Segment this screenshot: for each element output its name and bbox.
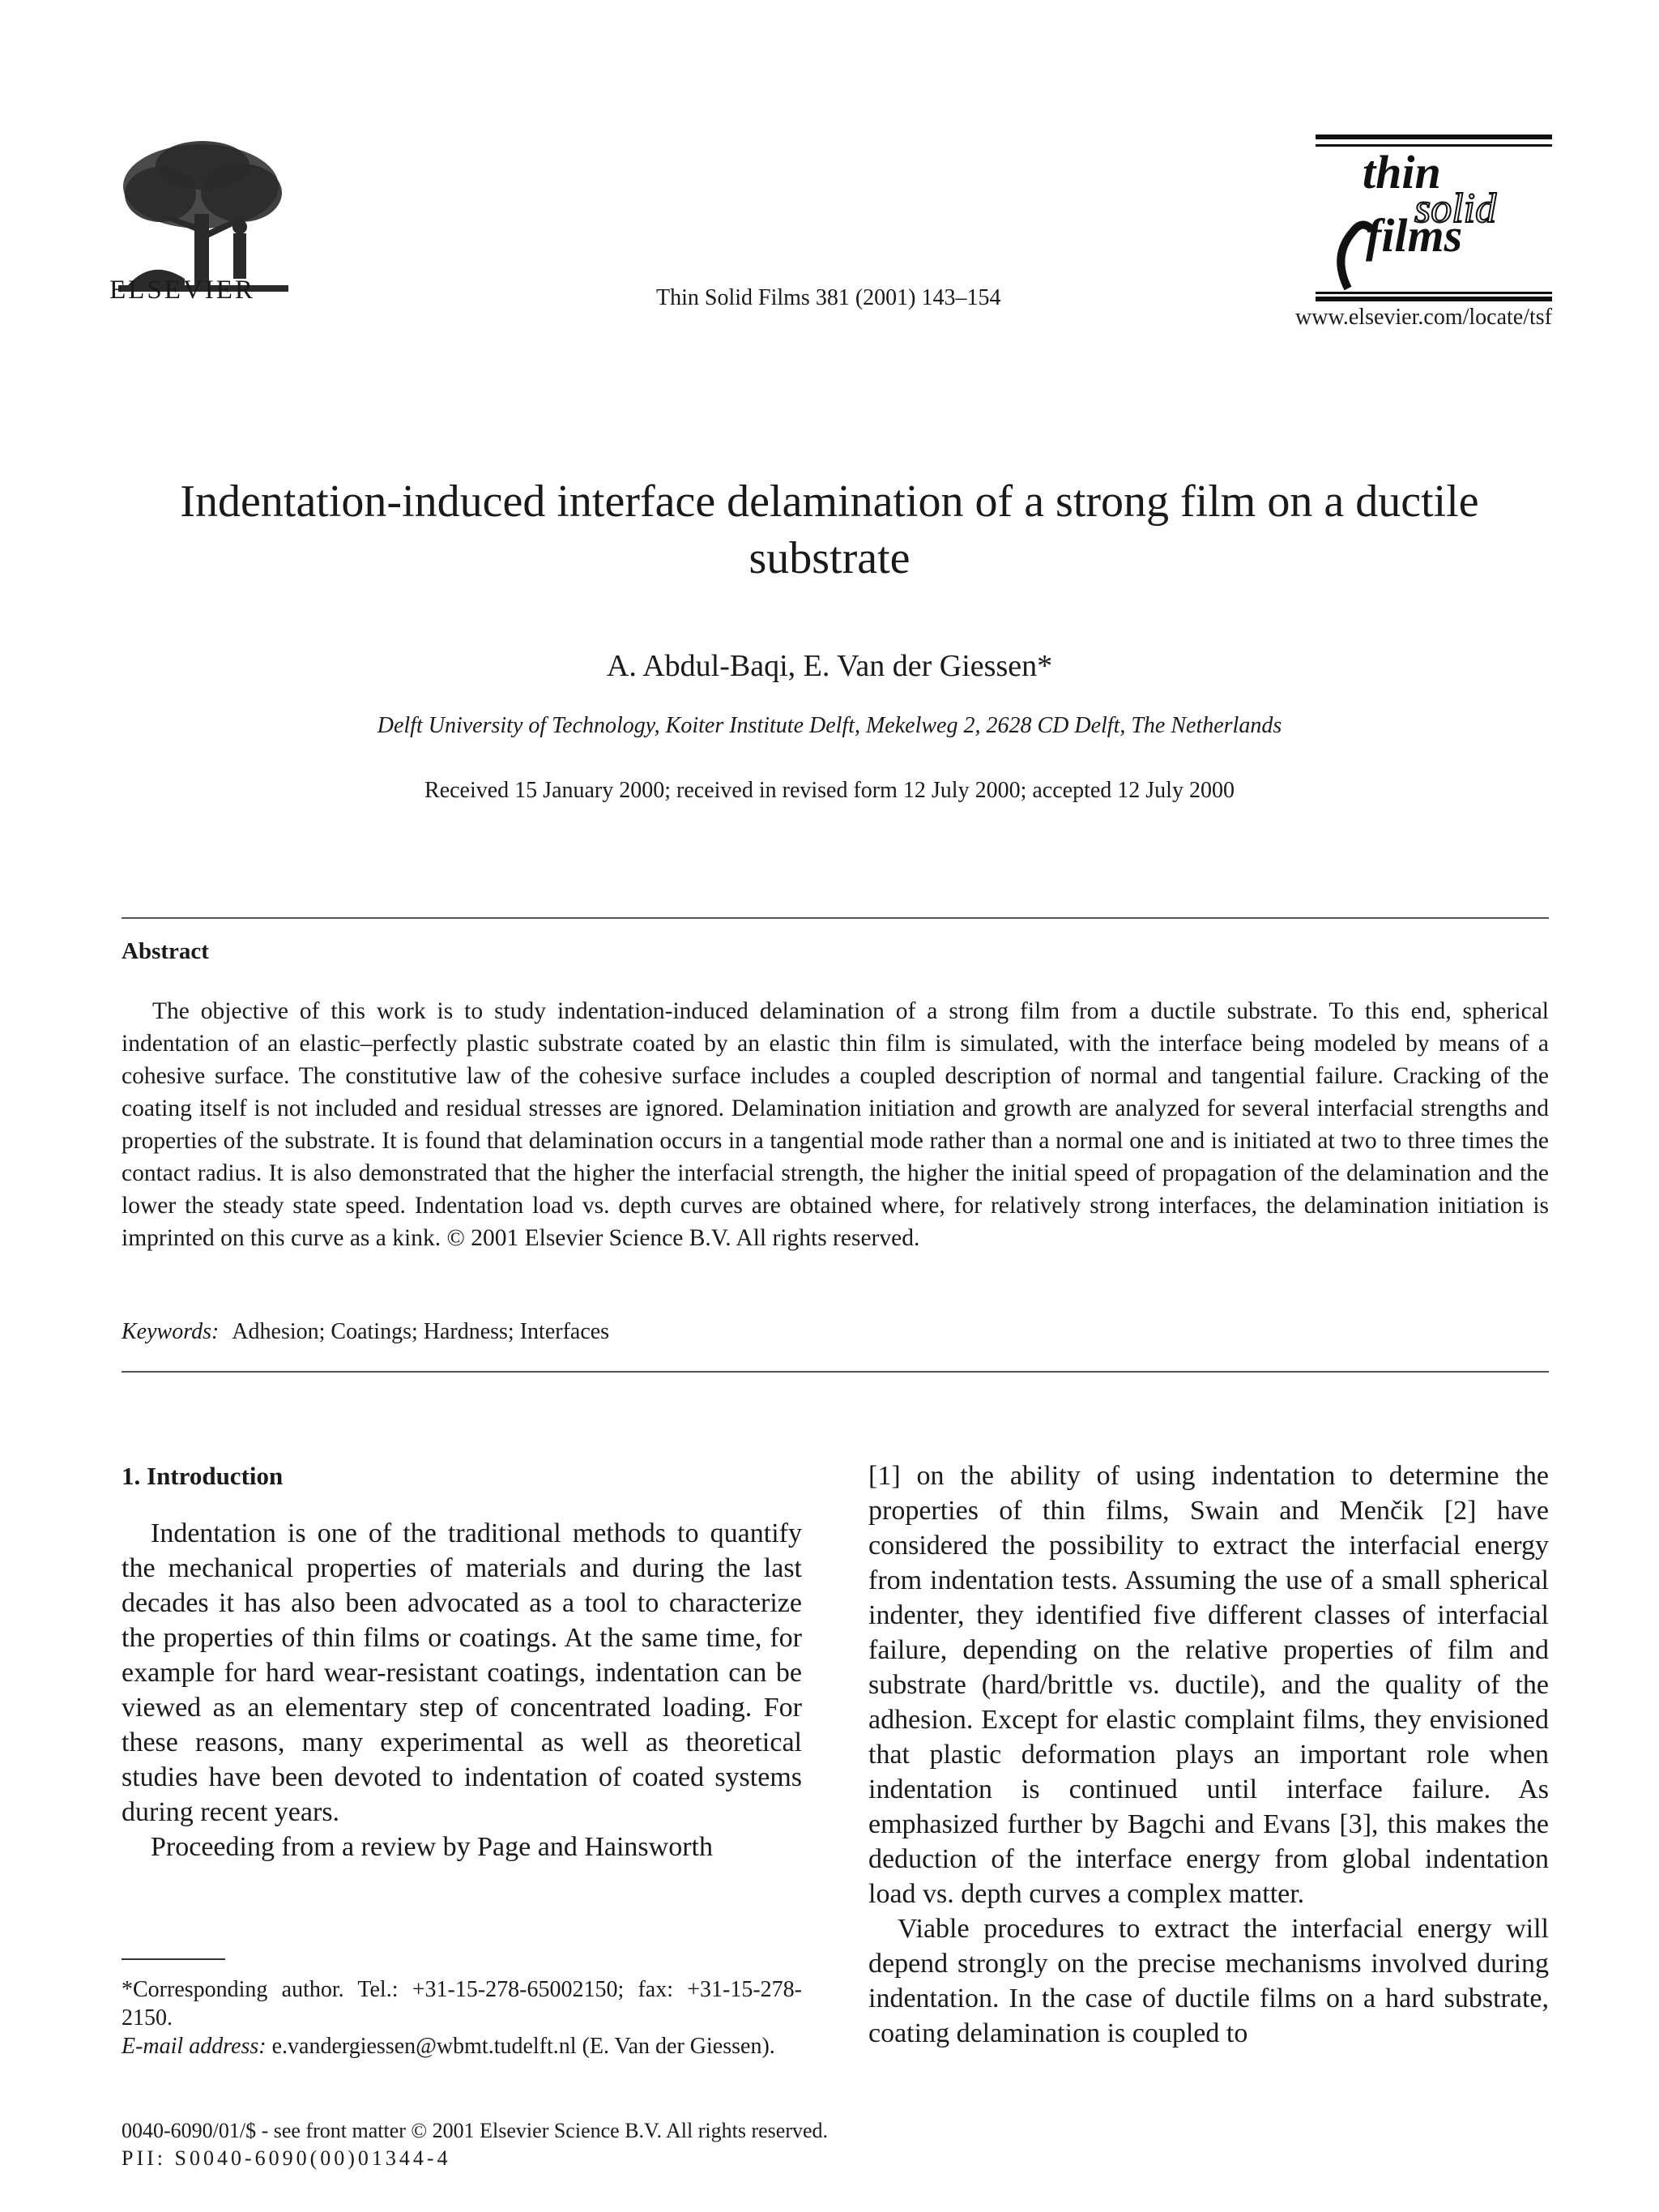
intro-paragraph-1: Indentation is one of the traditional methods to quantify the mechanical properties of materials and during the last decades it has also been advocated as a tool to characterize the properties of thin films or coatings. At the same time, for example for hard wear-resistant coatings, indentation can be viewed as an elementary step of concentrated loading. For these reasons, many experimental as well as theoretical studies have been devoted to indentation of coated systems during recent years. bbox=[122, 1518, 802, 1827]
publisher-name: ELSEVIER bbox=[109, 275, 255, 305]
front-matter-info bbox=[122, 2117, 1013, 2172]
footnote-rule bbox=[122, 1958, 225, 1960]
footnote bbox=[122, 1975, 802, 2060]
journal-reference: Thin Solid Films 381 (2001) 143–154 bbox=[656, 285, 1001, 310]
right-column bbox=[868, 1458, 1549, 2051]
journal-url[interactable]: www.elsevier.com/locate/tsf bbox=[1295, 305, 1552, 330]
left-column bbox=[122, 1458, 802, 1864]
email-note bbox=[122, 2032, 802, 2060]
article-authors: A. Abdul-Baqi, E. Van der Giessen* bbox=[606, 649, 1053, 683]
intro-paragraph-continued: [1] on the ability of using indentation to determine the properties of thin films, Swain and Menčik [2] have considered the possibility to extract the interfacial energy from indentation tests. Assuming the use of a small spherical indenter, they identified five different classes of interfacial failure, depending on the relative properties of film and substrate (hard/brittle vs. ductile), and the quality of the adhesion. Except for elastic complaint films, they envisioned that plastic deformation plays an important role when indentation is continued until interface failure. As emphasized further by Bagchi and Evans [3], this makes the deduction of the interface energy from global indentation load vs. depth curves a complex matter. bbox=[868, 1461, 1549, 1909]
article-history: Received 15 January 2000; received in revised form 12 July 2000; accepted 12 July 2000 bbox=[424, 778, 1235, 803]
section-heading-introduction: 1. Introduction bbox=[122, 1462, 284, 1490]
keywords bbox=[122, 1319, 1549, 1345]
pii-line: PII: S0040-6090(00)01344-4 bbox=[122, 2146, 451, 2170]
thin-solid-films-logo bbox=[1316, 135, 1552, 308]
logo-word-solid: solid bbox=[1414, 186, 1497, 232]
abstract-top-rule bbox=[122, 917, 1549, 919]
author-affiliation: Delft University of Technology, Koiter Institute Delft, Mekelweg 2, 2628 CD Delft, The Netherlands bbox=[377, 713, 1282, 738]
logo-word-films: films bbox=[1366, 209, 1463, 262]
abstract-heading: Abstract bbox=[122, 938, 209, 964]
abstract-text: The objective of this work is to study indentation-induced delamination of a strong film from a ductile substrate. To this end, spherical indentation of an elastic–perfectly plastic substrate coated by an elastic thin film is simulated, with the interface being modeled by means of a cohesive surface. The constitutive law of the cohesive surface includes a coupled description of normal and tangential failure. Cracking of the coating itself is not included and residual stresses are ignored. Delamination initiation and growth are analyzed for several interfacial strengths and properties of the substrate. It is found that delamination occurs in a tangential mode rather than a normal one and is initiated at two to three times the contact radius. It is also demonstrated that the higher the interfacial strength, the higher the initial speed of propagation of the delamination and the lower the steady state speed. Indentation load vs. depth curves are obtained where, for relatively strong interfaces, the delamination initiation is imprinted on this curve as a kink. © 2001 Elsevier Science B.V. All rights reserved. bbox=[122, 998, 1549, 1251]
intro-paragraph-2: Proceeding from a review by Page and Hainsworth bbox=[151, 1832, 713, 1862]
keywords-label: Keywords: bbox=[122, 1319, 220, 1344]
intro-paragraph-3: Viable procedures to extract the interfacial energy will depend strongly on the precise mechanisms involved during indentation. In the case of ductile films on a hard substrate, coating delamination is coupled to bbox=[868, 1914, 1549, 2048]
corresponding-author-note: *Corresponding author. Tel.: +31-15-278-65002150; fax: +31-15-278-2150. bbox=[122, 1977, 802, 2031]
issn-line: 0040-6090/01/$ - see front matter © 2001 Elsevier Science B.V. All rights reserved. bbox=[122, 2119, 829, 2142]
email-label: E-mail address: bbox=[122, 2034, 267, 2059]
email-address[interactable]: e.vandergiessen@wbmt.tudelft.nl (E. Van der Giessen). bbox=[271, 2034, 775, 2059]
abstract-bottom-rule bbox=[122, 1371, 1549, 1373]
logo-word-thin: thin bbox=[1363, 146, 1441, 199]
keywords-list: Adhesion; Coatings; Hardness; Interfaces bbox=[232, 1319, 610, 1344]
article-title: Indentation-induced interface delamination of a strong film on a ductile substrate bbox=[180, 476, 1479, 583]
